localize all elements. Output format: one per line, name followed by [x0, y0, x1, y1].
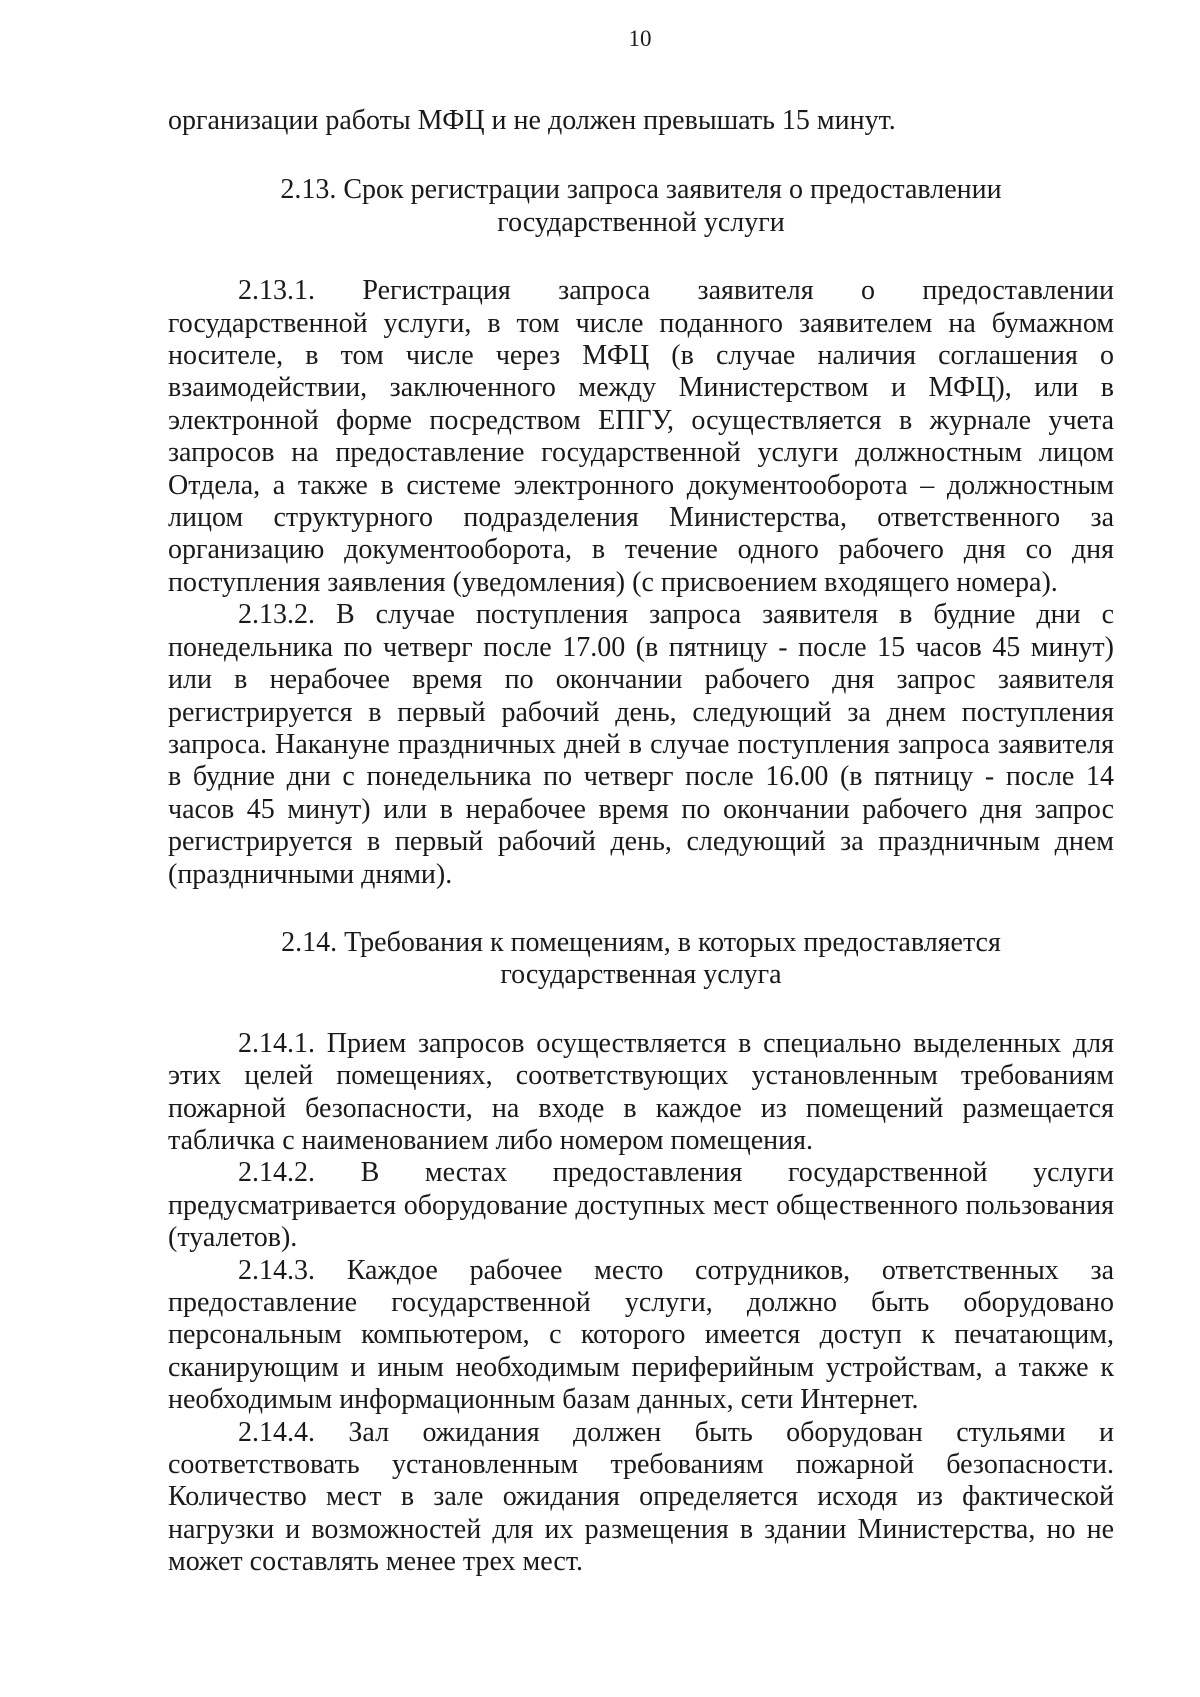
- paragraph-2-14-4: 2.14.4. Зал ожидания должен быть оборудован стульями и соответствовать установленным требованиям пожарной безопасности. Количество мест в зале ожидания определяется исходя из фактической нагрузки и возможностей для их размещения в здании Министерства, но не может составлять менее трех мест.: [168, 1416, 1114, 1578]
- paragraph-2-14-1: 2.14.1. Прием запросов осуществляется в специально выделенных для этих целей помещениях, соответствующих установленным требованиям пожарной безопасности, на входе в каждое из помещений размещается табличка с наименованием либо номером помещения.: [168, 1027, 1114, 1156]
- section-heading-line: государственной услуги: [497, 206, 785, 238]
- section-heading-line: 2.14. Требования к помещениям, в которых предоставляется: [281, 926, 1001, 958]
- paragraph-2-14-2: 2.14.2. В местах предоставления государственной услуги предусматривается оборудование доступных мест общественного пользования (туалетов).: [168, 1157, 1114, 1254]
- paragraph-2-13-2: 2.13.2. В случае поступления запроса заявителя в будние дни с понедельника по четверг после 17.00 (в пятницу - после 15 часов 45 минут) или в нерабочее время по окончании рабочего дня запрос заявителя регистрируется в первый рабочий день, следующий за днем поступления запроса. Накануне праздничных дней в случае поступления запроса заявителя в будние дни с понедельника по четверг после 16.00 (в пятницу - после 14 часов 45 минут) или в нерабочее время по окончании рабочего дня запрос регистрируется в первый рабочий день, следующий за праздничным днем (праздничными днями).: [168, 599, 1114, 890]
- page-number: 10: [628, 26, 652, 51]
- paragraph-2-14-3: 2.14.3. Каждое рабочее место сотрудников, ответственных за предоставление государственной услуги, должно быть оборудовано персональным компьютером, с которого имеется доступ к печатающим, сканирующим и иным необходимым периферийным устройствам, а также к необходимым информационным базам данных, сети Интернет.: [168, 1254, 1114, 1416]
- section-heading-2-13: [168, 174, 1114, 239]
- document-body: [168, 105, 1114, 1579]
- section-heading-2-14: [168, 927, 1114, 992]
- section-heading-line: государственная услуга: [500, 959, 782, 991]
- paragraph-2-13-1: 2.13.1. Регистрация запроса заявителя о предоставлении государственной услуги, в том числе поданного заявителем на бумажном носителе, в том числе через МФЦ (в случае наличия соглашения о взаимодействии, заключенного между Министерством и МФЦ), или в электронной форме посредством ЕПГУ, осуществляется в журнале учета запросов на предоставление государственной услуги должностным лицом Отдела, а также в системе электронного документооборота – должностным лицом структурного подразделения Министерства, ответственного за организацию документооборота, в течение одного рабочего дня со дня поступления заявления (уведомления) (с присвоением входящего номера).: [168, 275, 1114, 598]
- section-heading-line: 2.13. Срок регистрации запроса заявителя о предоставлении: [280, 174, 1002, 206]
- continued-paragraph-end: организации работы МФЦ и не должен превышать 15 минут.: [168, 105, 896, 136]
